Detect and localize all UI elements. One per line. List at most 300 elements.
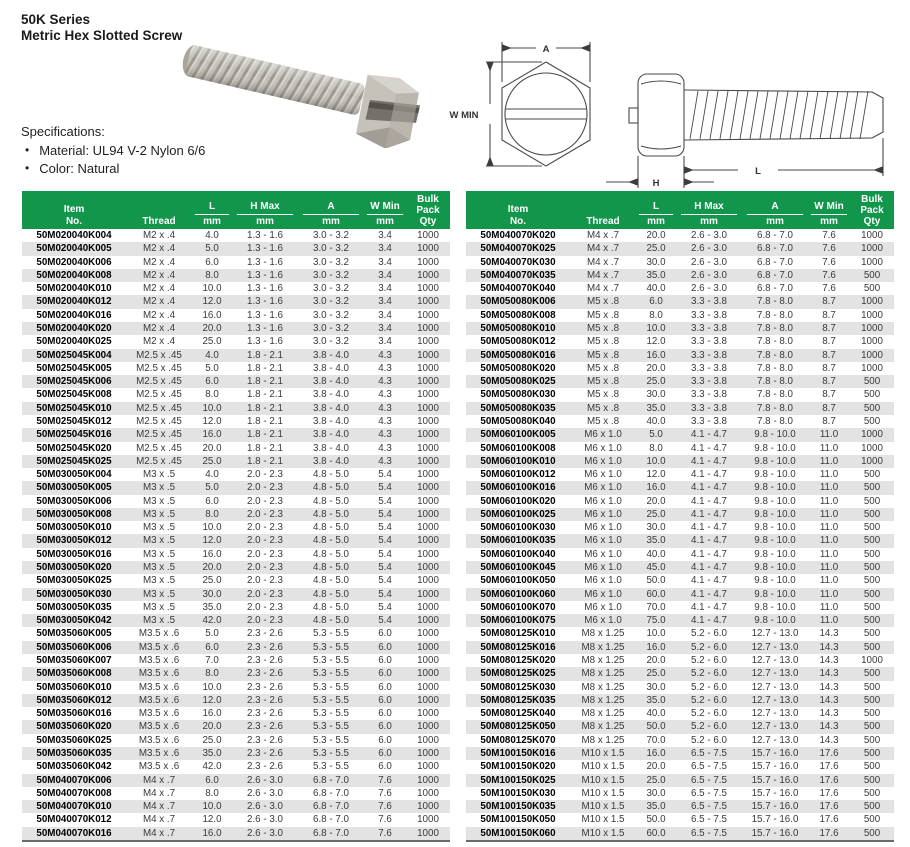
l-cell: 6.0	[205, 256, 219, 268]
w-min-cell: 6.0	[378, 628, 392, 640]
table-row	[22, 800, 450, 813]
w-min-cell: 14.3	[819, 708, 839, 720]
thread-cell: M3.5 x .6	[138, 641, 180, 653]
thread-cell: M10 x 1.5	[570, 827, 636, 841]
qty-cell: 1000	[417, 442, 439, 454]
w-min-cell: 14.3	[819, 734, 839, 746]
qty-cell: 500	[863, 641, 881, 653]
thread-cell: M3.5 x .6	[138, 708, 180, 720]
table-row	[466, 256, 894, 269]
l-cell: 16.0	[646, 641, 666, 653]
h-max-cell: 1.8 - 2.1	[247, 376, 283, 388]
w-min-cell: 11.0	[819, 495, 839, 507]
qty-cell: 1000	[861, 296, 883, 308]
l-cell: 6.0	[649, 296, 663, 308]
item-no-cell: 50M080125K016	[480, 641, 556, 653]
thread-cell: M5 x .8	[586, 309, 620, 321]
item-no-cell: 50M035060K010	[36, 681, 112, 693]
table-row	[22, 667, 450, 680]
a-cell: 3.8 - 4.0	[313, 389, 349, 401]
w-min-cell: 11.0	[819, 575, 839, 587]
h-max-cell: 2.3 - 2.6	[247, 641, 283, 653]
thread-cell: M4 x .7	[586, 256, 620, 268]
h-max-cell: 2.6 - 3.0	[691, 283, 727, 295]
thread-cell: M2 x .4	[142, 309, 176, 321]
table-row	[22, 627, 450, 640]
item-no-cell: 50M035060K012	[36, 694, 112, 706]
h-max-cell: 3.3 - 3.8	[691, 322, 727, 334]
item-no-cell: 50M060100K025	[480, 508, 556, 520]
table-row	[466, 455, 894, 468]
specs-heading: Specifications:	[21, 124, 105, 139]
a-cell: 6.8 - 7.0	[313, 787, 349, 799]
l-cell: 8.0	[649, 442, 663, 454]
w-min-cell: 8.7	[822, 415, 836, 427]
item-no-cell: 50M020040K010	[36, 283, 112, 295]
l-cell: 35.0	[202, 747, 222, 759]
h-max-cell: 1.3 - 1.6	[247, 296, 283, 308]
w-min-cell: 14.3	[819, 628, 839, 640]
h-max-cell: 1.8 - 2.1	[247, 429, 283, 441]
thread-cell: M3.5 x .6	[138, 721, 180, 733]
qty-cell: 1000	[861, 362, 883, 374]
col-header-l: L mm	[636, 191, 676, 229]
thread-cell: M6 x 1.0	[584, 455, 622, 467]
table-row	[466, 827, 894, 841]
thread-cell: M2.5 x .45	[136, 376, 182, 388]
table-row	[466, 534, 894, 547]
h-max-cell: 5.2 - 6.0	[691, 641, 727, 653]
l-cell: 6.0	[205, 774, 219, 786]
w-min-cell: 17.6	[808, 827, 850, 841]
qty-cell: 500	[863, 469, 881, 481]
spec-item-color	[21, 161, 205, 176]
item-no-cell: 50M030050K020	[36, 562, 112, 574]
h-max-cell: 4.1 - 4.7	[691, 522, 727, 534]
h-max-cell: 1.3 - 1.6	[247, 309, 283, 321]
table-row	[22, 481, 450, 494]
w-min-cell: 5.4	[378, 548, 392, 560]
h-max-cell: 2.6 - 3.0	[247, 774, 283, 786]
table-row	[22, 561, 450, 574]
h-max-cell: 3.3 - 3.8	[691, 362, 727, 374]
item-no-cell: 50M030050K004	[36, 469, 112, 481]
h-max-cell: 2.6 - 3.0	[247, 801, 283, 813]
table-row	[466, 760, 894, 773]
a-cell: 4.8 - 5.0	[313, 522, 349, 534]
a-cell: 12.7 - 13.0	[751, 628, 799, 640]
item-no-cell: 50M020040K008	[36, 269, 112, 281]
qty-cell: 500	[863, 721, 881, 733]
a-cell: 4.8 - 5.0	[313, 615, 349, 627]
a-cell: 3.8 - 4.0	[313, 349, 349, 361]
h-max-cell: 5.2 - 6.0	[691, 734, 727, 746]
item-no-cell: 50M080125K040	[480, 708, 556, 720]
a-cell: 15.7 - 16.0	[751, 814, 799, 826]
thread-cell: M6 x 1.0	[584, 429, 622, 441]
qty-cell: 500	[863, 575, 881, 587]
a-cell: 9.8 - 10.0	[754, 588, 796, 600]
l-cell: 60.0	[646, 588, 666, 600]
qty-cell: 1000	[417, 522, 439, 534]
l-cell: 10.0	[202, 801, 222, 813]
h-max-cell: 5.2 - 6.0	[691, 668, 727, 680]
w-min-cell: 6.0	[378, 641, 392, 653]
w-min-cell: 8.7	[822, 389, 836, 401]
l-cell: 20.0	[202, 562, 222, 574]
item-no-cell: 50M080125K030	[480, 681, 556, 693]
w-min-cell: 5.4	[378, 535, 392, 547]
qty-cell: 1000	[417, 283, 439, 295]
table-row	[22, 309, 450, 322]
col-header-qty: Bulk Pack Qty	[850, 191, 894, 229]
spec-tables	[22, 191, 894, 842]
table-row	[466, 707, 894, 720]
item-no-cell: 50M035060K035	[36, 747, 112, 759]
w-min-cell: 7.6	[378, 774, 392, 786]
l-cell: 16.0	[646, 482, 666, 494]
a-cell: 9.8 - 10.0	[754, 429, 796, 441]
qty-cell: 1000	[417, 349, 439, 361]
w-min-cell: 5.4	[378, 522, 392, 534]
h-max-cell: 6.5 - 7.5	[691, 761, 727, 773]
col-header-hmax: H Max mm	[676, 191, 742, 229]
l-cell: 35.0	[202, 601, 222, 613]
w-min-cell: 8.7	[822, 362, 836, 374]
thread-cell: M10 x 1.5	[581, 801, 625, 813]
item-no-cell: 50M060100K045	[480, 562, 556, 574]
h-max-cell: 6.5 - 7.5	[691, 787, 727, 799]
h-max-cell: 2.0 - 2.3	[247, 482, 283, 494]
l-cell: 25.0	[202, 575, 222, 587]
a-cell: 9.8 - 10.0	[754, 615, 796, 627]
qty-cell: 1000	[861, 243, 883, 255]
l-cell: 30.0	[646, 389, 666, 401]
a-cell: 5.3 - 5.5	[313, 641, 349, 653]
table-row	[22, 468, 450, 481]
h-max-cell: 1.3 - 1.6	[247, 269, 283, 281]
thread-cell: M8 x 1.25	[581, 628, 625, 640]
thread-cell: M4 x .7	[142, 774, 176, 786]
l-cell: 20.0	[646, 230, 666, 241]
thread-cell: M2.5 x .45	[136, 349, 182, 361]
a-cell: 3.0 - 3.2	[313, 256, 349, 268]
item-no-cell: 50M060100K016	[480, 482, 556, 494]
a-cell: 15.7 - 16.0	[751, 787, 799, 799]
table-row	[22, 720, 450, 733]
a-cell: 9.8 - 10.0	[754, 535, 796, 547]
thread-cell: M2.5 x .45	[136, 415, 182, 427]
item-no-cell: 50M060100K008	[480, 442, 556, 454]
item-no-cell: 50M060100K020	[480, 495, 556, 507]
h-max-cell: 2.0 - 2.3	[247, 522, 283, 534]
w-min-cell: 7.6	[822, 256, 836, 268]
thread-cell: M5 x .8	[586, 322, 620, 334]
a-cell: 9.8 - 10.0	[754, 562, 796, 574]
thread-cell: M6 x 1.0	[584, 615, 622, 627]
qty-cell: 500	[863, 814, 881, 826]
item-no-cell: 50M050080K016	[480, 349, 556, 361]
w-min-cell: 17.6	[819, 787, 839, 799]
l-cell: 10.0	[202, 681, 222, 693]
l-cell: 16.0	[202, 429, 222, 441]
table-row	[466, 442, 894, 455]
header-item-line1: Item	[507, 204, 529, 215]
l-cell: 16.0	[192, 827, 232, 841]
l-cell: 10.0	[202, 402, 222, 414]
thread-cell: M2.5 x .45	[136, 429, 182, 441]
dim-l-label: L	[755, 166, 761, 177]
table-row	[22, 269, 450, 282]
a-cell: 6.8 - 7.0	[313, 801, 349, 813]
item-no-cell: 50M100150K016	[480, 747, 556, 759]
item-no-cell: 50M080125K025	[480, 668, 556, 680]
table-row	[22, 295, 450, 308]
item-no-cell: 50M030050K012	[36, 535, 112, 547]
qty-cell: 1000	[417, 402, 439, 414]
qty-cell: 1000	[417, 482, 439, 494]
a-cell: 9.8 - 10.0	[754, 442, 796, 454]
w-min-cell: 11.0	[819, 522, 839, 534]
qty-cell: 1000	[417, 548, 439, 560]
l-cell: 40.0	[646, 708, 666, 720]
w-min-cell: 5.4	[378, 575, 392, 587]
item-no-cell: 50M050080K030	[480, 389, 556, 401]
thread-cell: M4 x .7	[142, 787, 176, 799]
item-no-cell: 50M040070K012	[36, 814, 112, 826]
h-max-cell: 1.8 - 2.1	[247, 442, 283, 454]
specifications	[21, 124, 205, 179]
a-cell: 7.8 - 8.0	[757, 296, 793, 308]
qty-cell: 1000	[417, 508, 439, 520]
a-cell: 5.3 - 5.5	[313, 694, 349, 706]
h-max-cell: 2.6 - 3.0	[247, 814, 283, 826]
l-cell: 70.0	[646, 601, 666, 613]
h-max-cell: 1.3 - 1.6	[247, 283, 283, 295]
thread-cell: M3.5 x .6	[138, 734, 180, 746]
thread-cell: M5 x .8	[586, 402, 620, 414]
a-cell: 5.3 - 5.5	[313, 668, 349, 680]
thread-cell: M6 x 1.0	[584, 548, 622, 560]
thread-cell: M3 x .5	[142, 601, 176, 613]
h-max-cell: 1.3 - 1.6	[247, 336, 283, 348]
table-row	[22, 681, 450, 694]
qty-cell: 500	[863, 708, 881, 720]
item-no-cell: 50M020040K006	[36, 256, 112, 268]
a-cell: 15.7 - 16.0	[751, 774, 799, 786]
qty-cell: 1000	[417, 787, 439, 799]
table-row	[22, 508, 450, 521]
h-max-cell: 3.3 - 3.8	[691, 402, 727, 414]
h-max-cell: 2.0 - 2.3	[247, 588, 283, 600]
l-cell: 25.0	[646, 774, 666, 786]
dimension-diagram-svg	[442, 28, 908, 194]
a-cell: 9.8 - 10.0	[754, 495, 796, 507]
a-cell: 5.3 - 5.5	[313, 734, 349, 746]
l-cell: 35.0	[646, 801, 666, 813]
qty-cell: 1000	[417, 495, 439, 507]
a-cell: 9.8 - 10.0	[754, 575, 796, 587]
h-max-cell: 2.6 - 3.0	[691, 256, 727, 268]
l-cell: 8.0	[205, 389, 219, 401]
thread-cell: M2 x .4	[142, 336, 176, 348]
h-max-cell: 2.3 - 2.6	[247, 721, 283, 733]
l-cell: 4.0	[205, 469, 219, 481]
l-cell: 75.0	[646, 615, 666, 627]
table-row	[466, 508, 894, 521]
a-cell: 4.8 - 5.0	[313, 469, 349, 481]
w-min-cell: 6.0	[378, 668, 392, 680]
h-max-cell: 4.1 - 4.7	[691, 601, 727, 613]
a-cell: 5.3 - 5.5	[313, 761, 349, 773]
qty-cell: 1000	[417, 376, 439, 388]
col-header-qty: Bulk Pack Qty	[406, 191, 450, 229]
item-no-cell: 50M100150K035	[480, 801, 556, 813]
table-row	[466, 774, 894, 787]
qty-cell: 500	[863, 774, 881, 786]
table-row	[22, 402, 450, 415]
h-max-cell: 2.3 - 2.6	[247, 628, 283, 640]
qty-cell: 1000	[417, 721, 439, 733]
a-cell: 9.8 - 10.0	[754, 469, 796, 481]
qty-cell: 500	[863, 402, 881, 414]
table-row	[22, 335, 450, 348]
w-min-cell: 7.6	[822, 243, 836, 255]
a-cell: 9.8 - 10.0	[754, 548, 796, 560]
qty-cell: 1000	[861, 349, 883, 361]
qty-cell: 500	[863, 535, 881, 547]
w-min-cell: 3.4	[378, 256, 392, 268]
item-no-cell: 50M080125K035	[480, 694, 556, 706]
qty-cell: 1000	[417, 535, 439, 547]
col-header-a: A mm	[742, 191, 808, 229]
qty-cell: 500	[863, 787, 881, 799]
h-max-cell: 6.5 - 7.5	[691, 774, 727, 786]
qty-cell: 500	[863, 681, 881, 693]
thread-cell: M2 x .4	[142, 243, 176, 255]
qty-cell: 1000	[417, 628, 439, 640]
table-row	[466, 468, 894, 481]
thread-cell: M5 x .8	[586, 376, 620, 388]
a-cell: 7.8 - 8.0	[757, 402, 793, 414]
thread-cell: M10 x 1.5	[581, 814, 625, 826]
table-row	[466, 641, 894, 654]
qty-cell: 1000	[417, 269, 439, 281]
a-cell: 7.8 - 8.0	[757, 336, 793, 348]
table-row	[466, 800, 894, 813]
qty-cell: 1000	[861, 256, 883, 268]
thread-cell: M4 x .7	[142, 814, 176, 826]
table-row	[466, 654, 894, 667]
thread-cell: M5 x .8	[586, 336, 620, 348]
item-no-cell: 50M030050K025	[36, 575, 112, 587]
thread-cell: M2 x .4	[142, 322, 176, 334]
thread-cell: M3 x .5	[142, 588, 176, 600]
h-max-cell: 4.1 - 4.7	[691, 442, 727, 454]
table-row	[22, 614, 450, 627]
l-cell: 6.0	[205, 641, 219, 653]
item-no-cell: 50M035060K005	[36, 628, 112, 640]
w-min-cell: 3.4	[378, 296, 392, 308]
l-cell: 20.0	[202, 721, 222, 733]
a-cell: 4.8 - 5.0	[313, 601, 349, 613]
l-cell: 35.0	[646, 694, 666, 706]
a-cell: 3.8 - 4.0	[313, 362, 349, 374]
table-row	[466, 309, 894, 322]
h-max-cell: 2.0 - 2.3	[247, 548, 283, 560]
h-max-cell: 3.3 - 3.8	[691, 415, 727, 427]
w-min-cell: 4.3	[378, 442, 392, 454]
h-max-cell: 2.3 - 2.6	[247, 694, 283, 706]
a-cell: 3.8 - 4.0	[313, 415, 349, 427]
qty-cell: 1000	[861, 429, 883, 441]
qty-cell: 1000	[417, 615, 439, 627]
l-cell: 25.0	[202, 734, 222, 746]
w-min-cell: 8.7	[822, 402, 836, 414]
l-cell: 60.0	[636, 827, 676, 841]
thread-cell: M2 x .4	[142, 269, 176, 281]
col-header-item	[466, 191, 570, 229]
item-no-cell: 50M035060K042	[36, 761, 112, 773]
thread-cell: M6 x 1.0	[584, 469, 622, 481]
a-cell: 4.8 - 5.0	[313, 535, 349, 547]
w-min-cell: 6.0	[378, 721, 392, 733]
w-min-cell: 11.0	[819, 455, 839, 467]
l-cell: 5.0	[205, 628, 219, 640]
l-cell: 20.0	[646, 495, 666, 507]
thread-cell: M3.5 x .6	[138, 694, 180, 706]
w-min-cell: 3.4	[378, 309, 392, 321]
table-row	[22, 495, 450, 508]
w-min-cell: 6.0	[378, 734, 392, 746]
thread-cell: M2.5 x .45	[136, 362, 182, 374]
h-max-cell: 6.5 - 7.5	[691, 747, 727, 759]
qty-cell: 1000	[417, 296, 439, 308]
table-row	[22, 521, 450, 534]
h-max-cell: 1.3 - 1.6	[247, 256, 283, 268]
item-no-cell: 50M025045K016	[36, 429, 112, 441]
thread-cell: M4 x .7	[586, 283, 620, 295]
w-min-cell: 4.3	[378, 455, 392, 467]
w-min-cell: 5.4	[378, 562, 392, 574]
w-min-cell: 8.7	[822, 349, 836, 361]
h-max-cell: 2.3 - 2.6	[247, 681, 283, 693]
h-max-cell: 1.8 - 2.1	[247, 415, 283, 427]
col-header-l: L mm	[192, 191, 232, 229]
w-min-cell: 7.6	[822, 269, 836, 281]
w-min-cell: 4.3	[378, 376, 392, 388]
thread-cell: M6 x 1.0	[584, 522, 622, 534]
qty-cell: 500	[863, 283, 881, 295]
item-no-cell: 50M030050K042	[36, 615, 112, 627]
thread-cell: M8 x 1.25	[581, 641, 625, 653]
item-no-cell: 50M035060K008	[36, 668, 112, 680]
l-cell: 30.0	[646, 522, 666, 534]
item-no-cell: 50M100150K060	[466, 827, 570, 841]
w-min-cell: 11.0	[819, 442, 839, 454]
table-row	[22, 548, 450, 561]
l-cell: 30.0	[646, 787, 666, 799]
item-no-cell: 50M025045K010	[36, 402, 112, 414]
table-row	[22, 256, 450, 269]
qty-cell: 1000	[417, 575, 439, 587]
w-min-cell: 17.6	[819, 774, 839, 786]
item-no-cell: 50M060100K075	[480, 615, 556, 627]
a-cell: 6.8 - 7.0	[757, 256, 793, 268]
a-cell: 5.3 - 5.5	[313, 747, 349, 759]
h-max-cell: 2.0 - 2.3	[247, 615, 283, 627]
l-cell: 12.0	[202, 296, 222, 308]
